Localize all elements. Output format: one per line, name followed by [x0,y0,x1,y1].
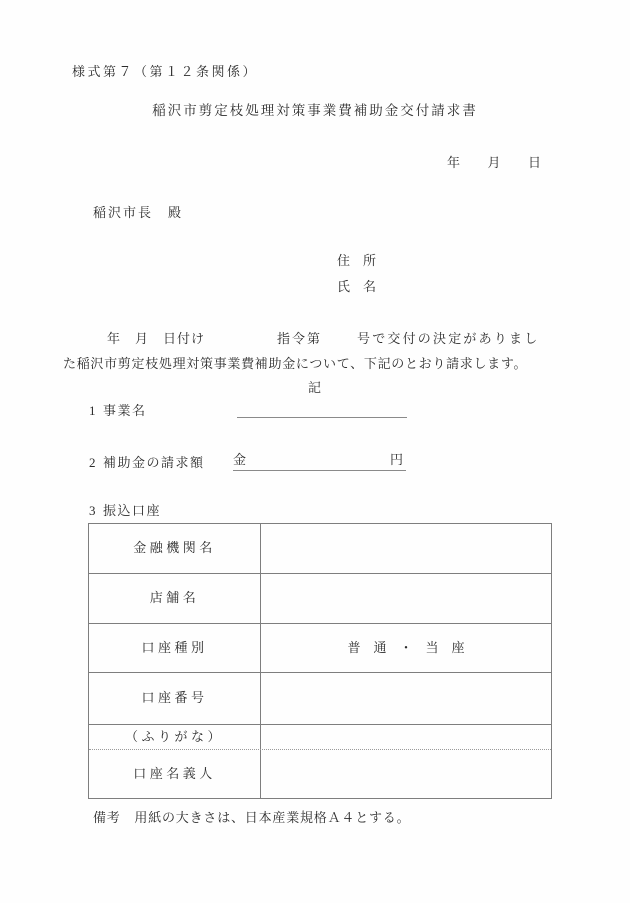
table-row [89,673,551,725]
row-value-branch-name [261,574,551,623]
table-row [89,524,551,574]
addressee-line: 稲沢市長 殿 [93,205,184,220]
item-3-number: 3 [89,503,96,518]
row-label-branch-name: 店舗名 [89,574,261,623]
request-sentence-line2: た稲沢市剪定枝処理対策事業費補助金について、下記のとおり請求します。 [63,356,528,371]
row-label-account-type: 口座種別 [89,624,261,672]
row-label-account-number: 口座番号 [89,673,261,724]
item-1-number: 1 [89,403,96,418]
body-day-dated-label: 日付け [163,331,206,346]
remarks-note: 備考 用紙の大きさは、日本産業規格Ａ４とする。 [93,810,411,825]
item-2-label-request-amount: 補助金の請求額 [103,455,205,470]
amount-suffix-yen: 円 [389,452,403,467]
row-label-financial-institution: 金融機関名 [89,524,261,573]
amount-prefix-kin: 金 [233,452,247,467]
item-2-number: 2 [89,455,96,470]
table-row [89,725,551,750]
item-1-label-business-name: 事業名 [103,403,147,418]
sender-address-label: 住 所 [337,253,377,268]
section-marker-ki: 記 [307,380,322,395]
table-row [89,574,551,624]
form-number: 様式第７（第１２条関係） [72,64,259,79]
body-decision-text: 号で交付の決定がありまし [357,331,540,346]
body-year-label: 年 [107,331,121,346]
amount-fill-in-line [233,452,406,471]
row-value-furigana [261,725,551,749]
item-3-label-bank-account: 振込口座 [103,503,162,518]
bank-account-table [88,523,552,799]
row-value-financial-institution [261,524,551,573]
table-row [89,750,551,798]
document-title: 稲沢市剪定枝処理対策事業費補助金交付請求書 [152,103,478,118]
body-month-label: 月 [135,331,149,346]
business-name-fill-in-line [237,403,407,418]
date-blank-line: 年 月 日 [447,155,542,170]
row-value-account-type: 普 通 ・ 当 座 [347,639,465,655]
sender-name-label: 氏 名 [337,279,377,294]
table-row [89,624,551,673]
row-label-furigana: （ふりがな） [89,725,261,749]
row-label-account-holder: 口座名義人 [89,750,261,798]
row-value-account-holder [261,750,551,798]
row-value-account-number [261,673,551,724]
request-sentence-line1 [0,331,630,348]
body-directive-number-label: 指令第 [277,331,323,346]
